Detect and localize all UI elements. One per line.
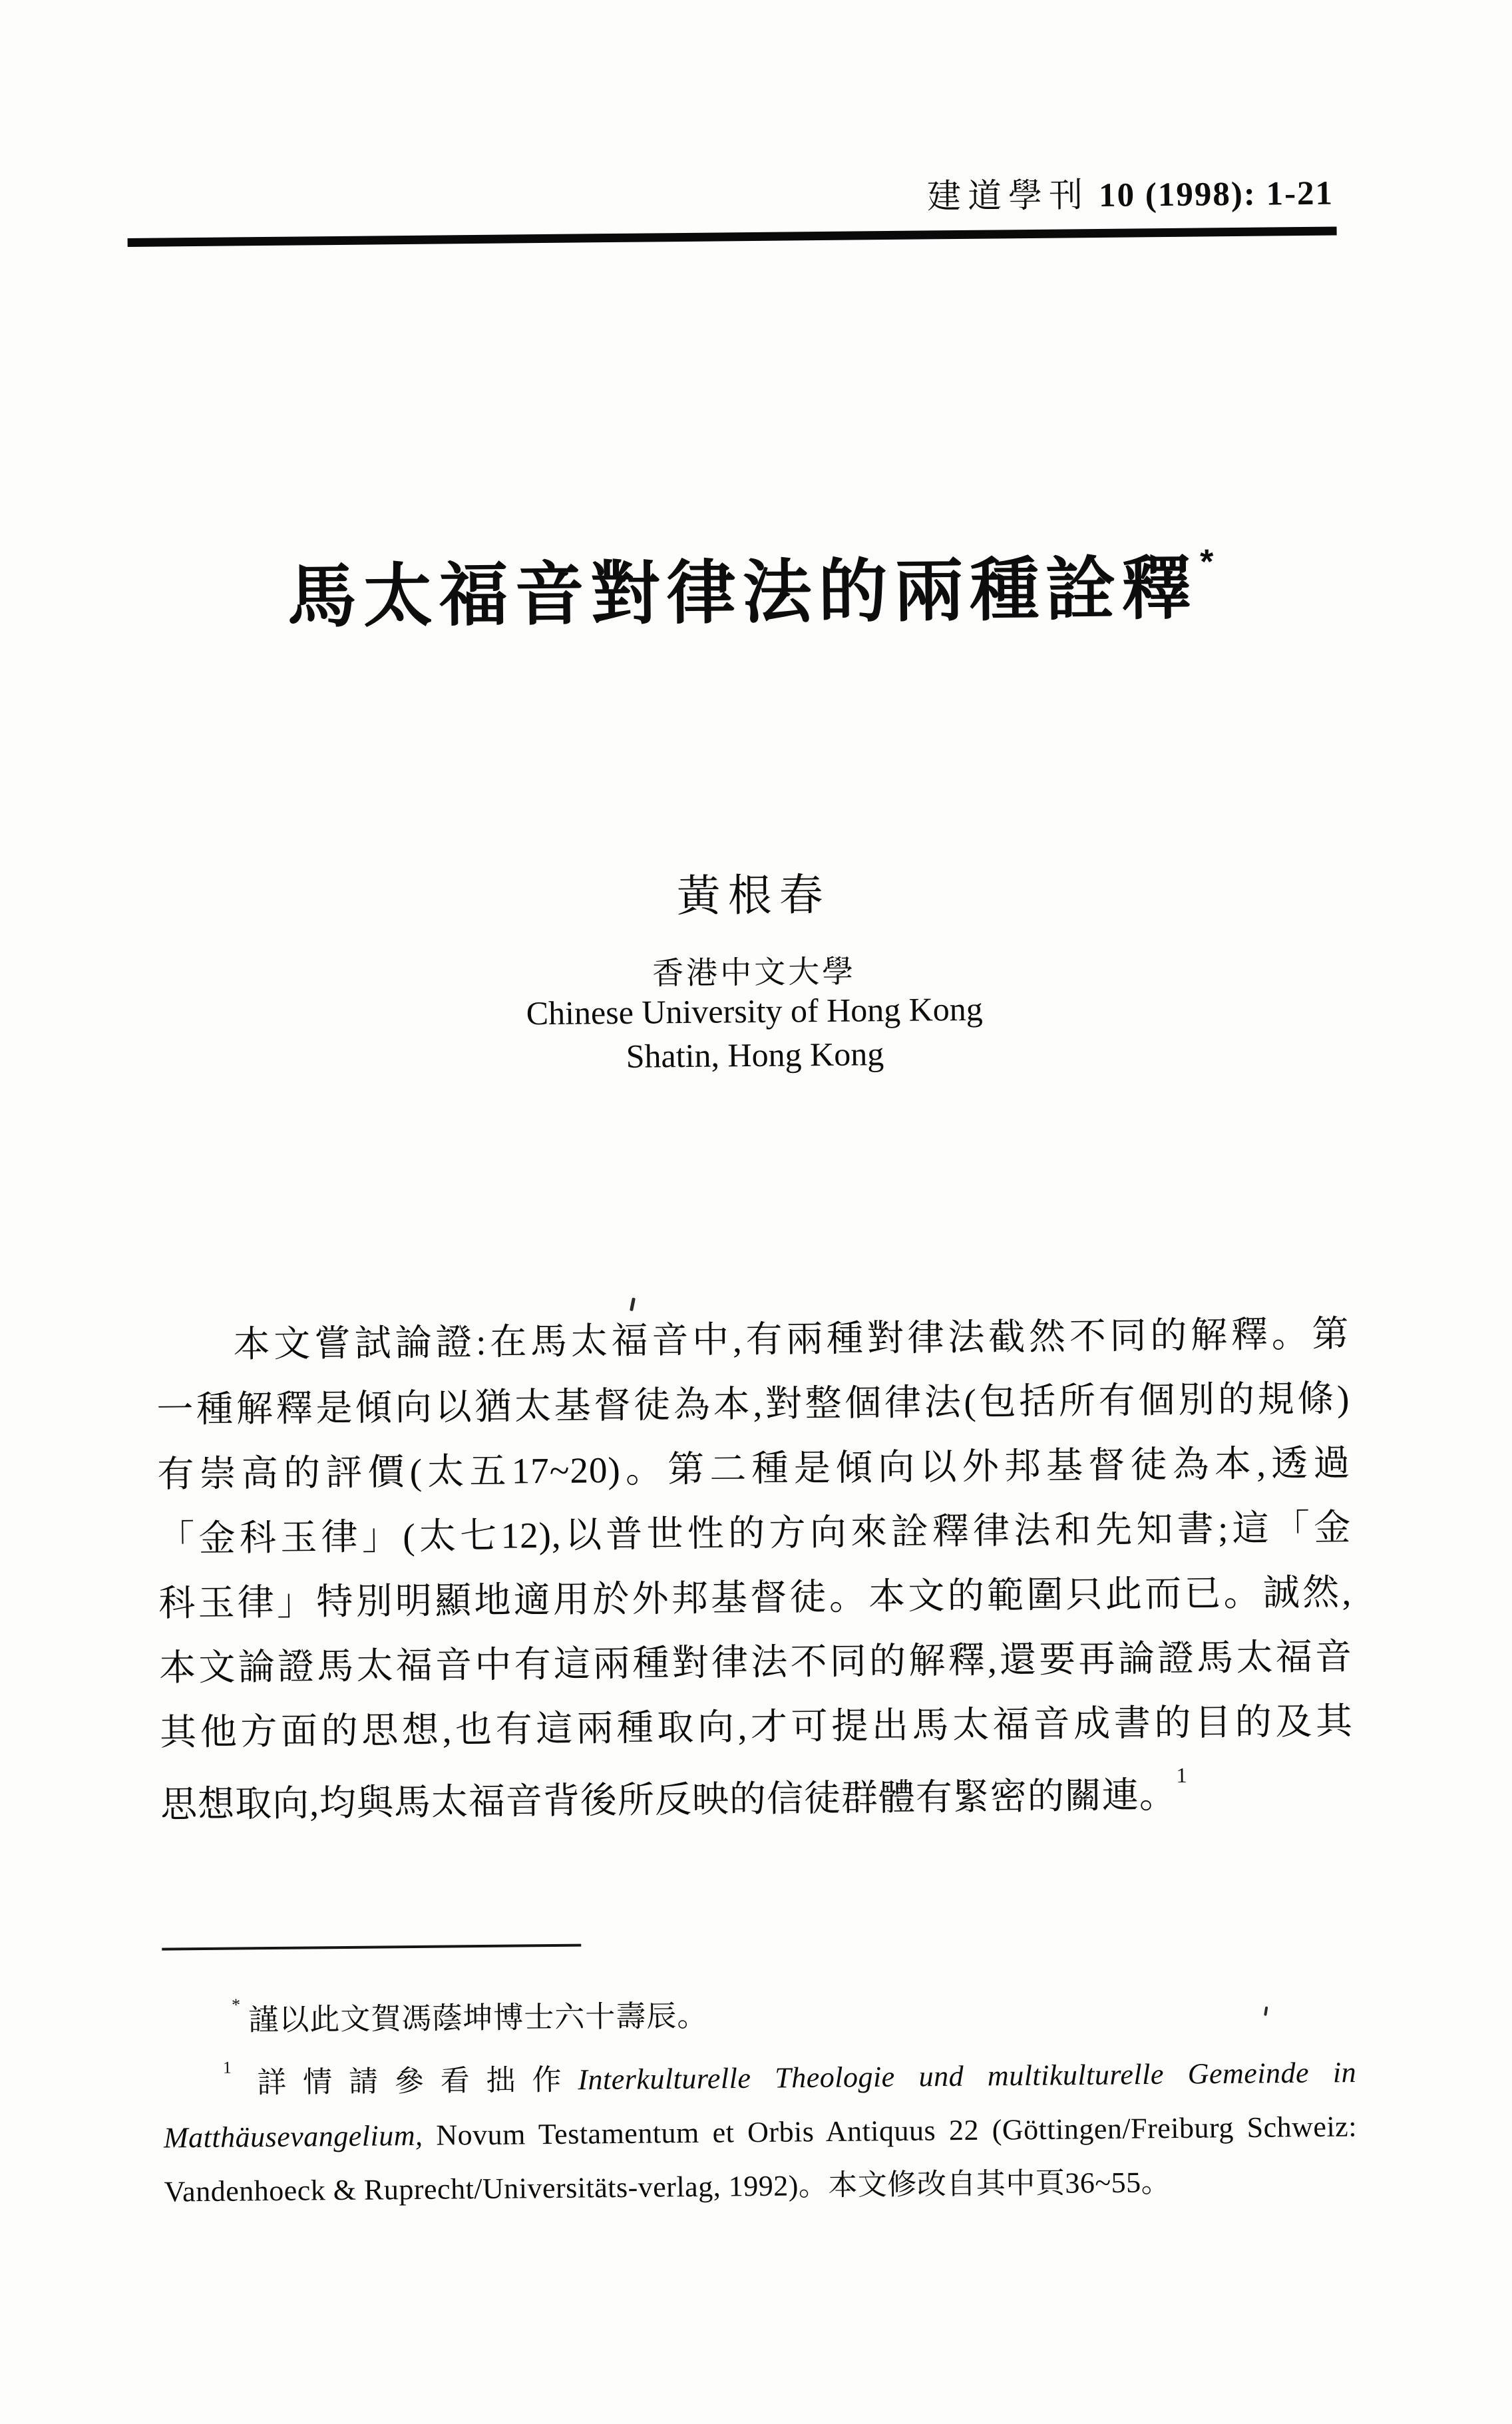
title-footnote-marker: * <box>1199 542 1214 582</box>
footnote-one-line <box>164 2153 1358 2218</box>
footnote-one-series: Novum Testamentum et Orbis Antiquus 22 (Göttingen/Freiburg Schweiz: <box>436 2110 1358 2152</box>
footnote-one-marker: 1 <box>222 2057 232 2077</box>
article-title-text: 馬太福音對律法的兩種詮釋 <box>287 550 1199 636</box>
abstract-line: 「金科玉律」(太七12),以普世性的方向來詮釋律法和先知書;這「金 <box>158 1507 1352 1559</box>
abstract-line: 一種解釋是傾向以猶太基督徒為本,對整個律法(包括所有個別的規條) <box>156 1378 1350 1430</box>
footnote-separator <box>162 1944 581 1951</box>
footnote-one-work-title-cont: Matthäusevangelium, <box>163 2119 437 2154</box>
footnote-star-marker: * <box>231 1995 241 2015</box>
abstract-line: 本文嘗試論證:在馬太福音中,有兩種對律法截然不同的解釋。第 <box>233 1313 1350 1365</box>
header-rule <box>128 227 1337 247</box>
footnote-one-publisher: Vandenhoeck & Ruprecht/Universitäts-verlag, 1992) <box>164 2169 799 2208</box>
footnote-one <box>163 2039 1358 2218</box>
author-name: 黃根春 <box>676 871 831 922</box>
footnote-one-zh-intro: 詳情請參看拙作 <box>240 2063 578 2100</box>
journal-citation: 10 (1998): 1-21 <box>1098 174 1334 214</box>
abstract <box>156 1301 1354 1837</box>
footnote-one-line <box>163 2039 1357 2111</box>
journal-header <box>927 165 1334 218</box>
footnote-one-work-title: Interkulturelle Theologie und multikulturelle Gemeinde in <box>578 2056 1357 2097</box>
abstract-line: 本文論證馬太福音中有這兩種對律法不同的解釋,還要再論證馬太福音 <box>158 1636 1353 1689</box>
article-title <box>0 529 1507 644</box>
abstract-line: 其他方面的思想,也有這兩種取向,才可提出馬太福音成書的目的及其 <box>159 1701 1354 1753</box>
journal-name: 建道學刊 <box>926 177 1090 216</box>
abstract-footnote-ref: 1 <box>1176 1764 1187 1788</box>
abstract-line: 科玉律」特別明顯地適用於外邦基督徒。本文的範圍只此而已。誠然, <box>158 1571 1352 1624</box>
affiliation-chinese: 香港中文大學 <box>652 954 856 992</box>
abstract-line-text: 思想取向,均與馬太福音背後所反映的信徒群體有緊密的關連。 <box>160 1774 1177 1825</box>
abstract-line: 有崇高的評價(太五17~20)。第二種是傾向以外邦基督徒為本,透過 <box>157 1442 1351 1495</box>
footnote-star-text: 謹以此文賀馮蔭坤博士六十壽辰。 <box>248 1999 708 2037</box>
footnote-star <box>162 1983 1356 2041</box>
affiliation-location: Shatin, Hong Kong <box>626 1035 884 1075</box>
abstract-last-line <box>160 1753 1354 1837</box>
footnote-one-line <box>164 2099 1358 2164</box>
affiliation-english: Chinese University of Hong Kong <box>526 990 984 1032</box>
footnote-one-zh-note: 。本文修改自其中頁36~55。 <box>798 2165 1171 2202</box>
